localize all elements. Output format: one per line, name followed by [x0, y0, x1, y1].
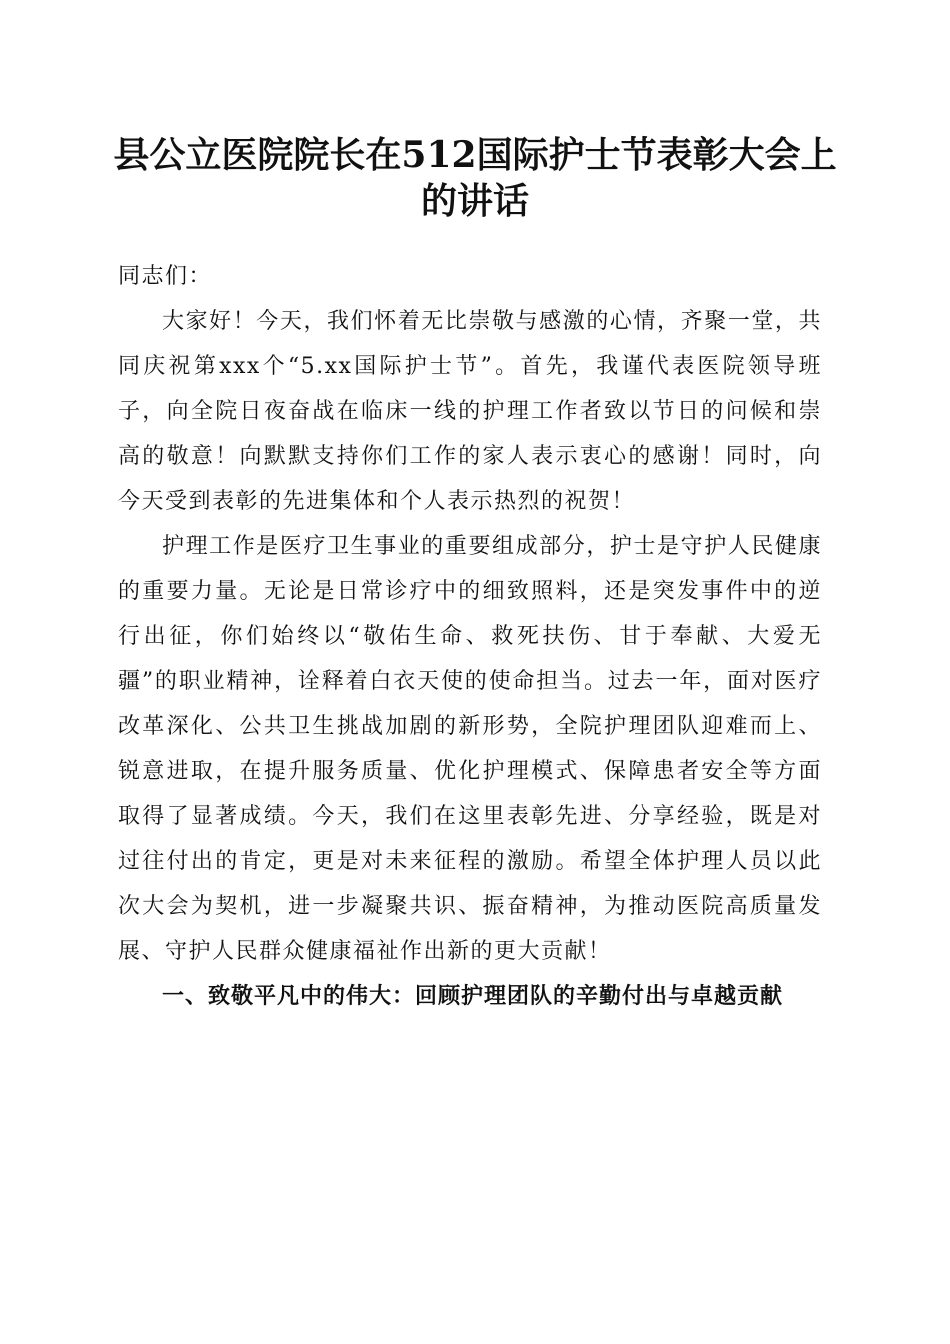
- paragraph-greeting: 大家好！今天，我们怀着无比崇敬与感激的心情，齐聚一堂，共同庆祝第xxx个“5.xx国际护士节”。首先，我谨代表医院领导班子，向全院日夜奋战在临床一线的护理工作者致以节日的问候和崇高的敬意！向默默支持你们工作的家人表示衷心的感谢！同时，向今天受到表彰的先进集体和个人表示热烈的祝贺！: [118, 309, 822, 514]
- document-title: 县公立医院院长在512国际护士节表彰大会上的讲话: [113, 134, 837, 222]
- paragraph-nursing-work: 护理工作是医疗卫生事业的重要组成部分，护士是守护人民健康的重要力量。无论是日常诊疗中的细致照料，还是突发事件中的逆行出征，你们始终以“敬佑生命、救死扶伤、甘于奉献、大爱无疆”的职业精神，诠释着白衣天使的使命担当。过去一年，面对医疗改革深化、公共卫生挑战加剧的新形势，全院护理团队迎难而上、锐意进取，在提升服务质量、优化护理模式、保障患者安全等方面取得了显著成绩。今天，我们在这里表彰先进、分享经验，既是对过往付出的肯定，更是对未来征程的激励。希望全体护理人员以此次大会为契机，进一步凝聚共识、振奋精神，为推动医院高质量发展、守护人民群众健康福祉作出新的更大贡献！: [118, 534, 822, 964]
- section-heading: 一、致敬平凡中的伟大：回顾护理团队的辛勤付出与卓越贡献: [162, 984, 784, 1009]
- salutation: 同志们：: [118, 264, 213, 289]
- document-body: [118, 254, 822, 1019]
